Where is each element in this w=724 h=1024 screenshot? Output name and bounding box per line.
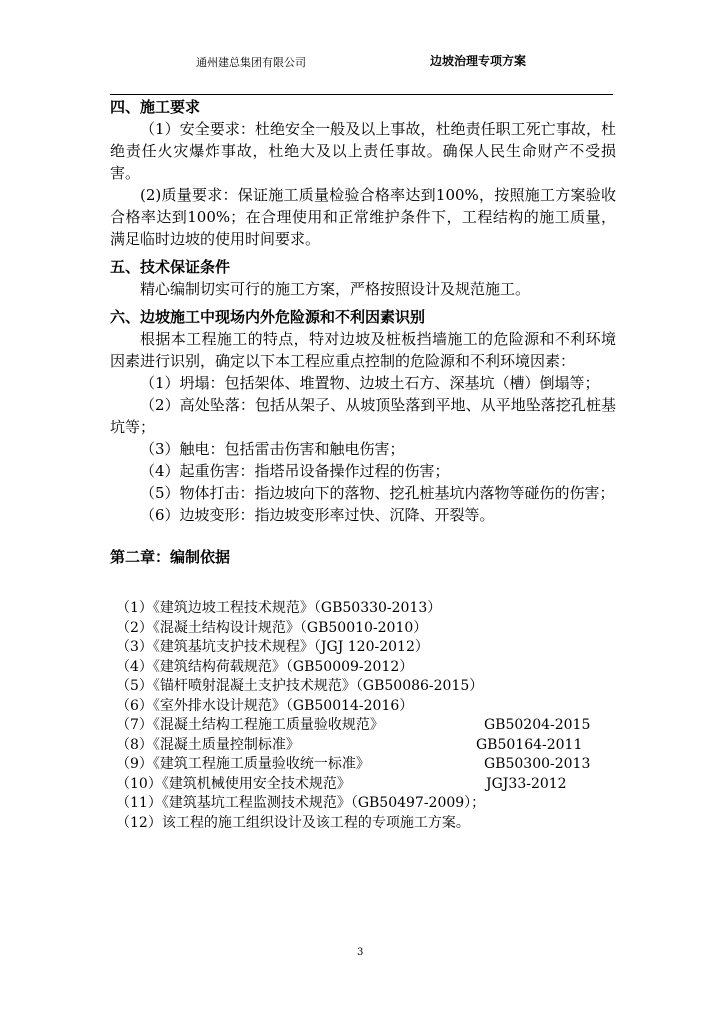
reference-title: （5）《锚杆喷射混凝土支护技术规范》（GB50086-2015） bbox=[116, 678, 484, 694]
section-5-paragraph: 精心编制切实可行的施工方案，严格按照设计及规范施工。 bbox=[140, 280, 531, 298]
document-title: 边坡治理专项方案 bbox=[430, 54, 527, 68]
section-4-heading: 四、施工要求 bbox=[110, 98, 201, 116]
section-5-heading: 五、技术保证条件 bbox=[110, 258, 231, 276]
reference-title: （3）《建筑基坑支护技术规程》（JGJ 120-2012） bbox=[116, 639, 429, 655]
company-name: 通州建总集团有限公司 bbox=[196, 56, 306, 69]
section-4-paragraph-2: (2)质量要求：保证施工质量检验合格率达到100%，按照施工方案验收合格率达到100%；在合理使用和正常维护条件下，工程结构的施工质量，满足临时边坡的使用时间要求。 bbox=[110, 186, 616, 248]
hazard-item-3: （3）触电：包括雷击伤害和触电伤害； bbox=[140, 440, 405, 458]
reference-title: （6）《室外排水设计规范》（GB50014-2016） bbox=[116, 697, 414, 714]
reference-code: GB50164-2011 bbox=[476, 736, 583, 753]
reference-item bbox=[116, 658, 616, 678]
reference-list bbox=[116, 599, 616, 833]
reference-title: （4）《建筑结构荷载规范》（GB50009-2012） bbox=[116, 658, 414, 675]
reference-item bbox=[116, 814, 616, 834]
reference-title: （11）《建筑基坑工程监测技术规范》（GB50497-2009）； bbox=[116, 795, 486, 811]
section-4-paragraph-1: （1）安全要求：杜绝安全一般及以上事故，杜绝责任职工死亡事故，杜绝责任火灾爆炸事故，杜绝大及以上责任事故。确保人民生命财产不受损害。 bbox=[110, 120, 616, 182]
reference-item bbox=[116, 599, 616, 619]
reference-item bbox=[116, 619, 616, 639]
body-content bbox=[110, 96, 616, 568]
reference-title: （12）该工程的施工组织设计及该工程的专项施工方案。 bbox=[116, 814, 470, 831]
reference-item bbox=[116, 716, 616, 736]
section-6-paragraph: 根据本工程施工的特点，特对边坡及桩板挡墙施工的危险源和不利环境因素进行识别，确定以下本工程应重点控制的危险源和不利环境因素： bbox=[110, 330, 616, 370]
hazard-item-6: （6）边坡变形：指边坡变形率过快、沉降、开裂等。 bbox=[140, 506, 495, 524]
reference-code: GB50204-2015 bbox=[484, 717, 591, 733]
section-6-heading: 六、边坡施工中现场内外危险源和不利因素识别 bbox=[110, 308, 426, 326]
reference-title: （9）《建筑工程施工质量验收统一标准》 bbox=[116, 756, 370, 772]
reference-title: （2）《混凝土结构设计规范》（GB50010-2010） bbox=[116, 619, 428, 636]
hazard-item-2: （2）高处坠落：包括从架子、从坡顶坠落到平地、从平地坠落挖孔桩基坑等； bbox=[110, 396, 616, 436]
reference-code: JGJ33-2012 bbox=[486, 775, 567, 792]
reference-title: （10）《建筑机械使用安全技术规范》 bbox=[116, 775, 351, 792]
reference-title: （7）《混凝土结构工程施工质量验收规范》 bbox=[116, 717, 384, 733]
reference-item bbox=[116, 775, 616, 795]
hazard-item-5: （5）物体打击：指边坡向下的落物、挖孔桩基坑内落物等碰伤的伤害； bbox=[140, 484, 615, 502]
page-header bbox=[110, 46, 613, 76]
reference-title: （1）《建筑边坡工程技术规范》（GB50330-2013） bbox=[116, 600, 442, 616]
page-number: 3 bbox=[357, 947, 364, 958]
chapter-2-heading: 第二章：编制依据 bbox=[110, 548, 231, 566]
reference-item bbox=[116, 755, 616, 775]
reference-title: （8）《混凝土质量控制标准》 bbox=[116, 736, 300, 753]
reference-item bbox=[116, 794, 616, 814]
reference-item bbox=[116, 736, 616, 756]
hazard-item-1: （1）坍塌：包括架体、堆置物、边坡土石方、深基坑（槽）倒塌等； bbox=[140, 374, 600, 392]
reference-item bbox=[116, 677, 616, 697]
hazard-item-4: （4）起重伤害：指塔吊设备操作过程的伤害； bbox=[140, 462, 450, 480]
header-divider bbox=[110, 94, 613, 95]
reference-code: GB50300-2013 bbox=[484, 756, 591, 772]
reference-item bbox=[116, 638, 616, 658]
reference-item bbox=[116, 697, 616, 717]
